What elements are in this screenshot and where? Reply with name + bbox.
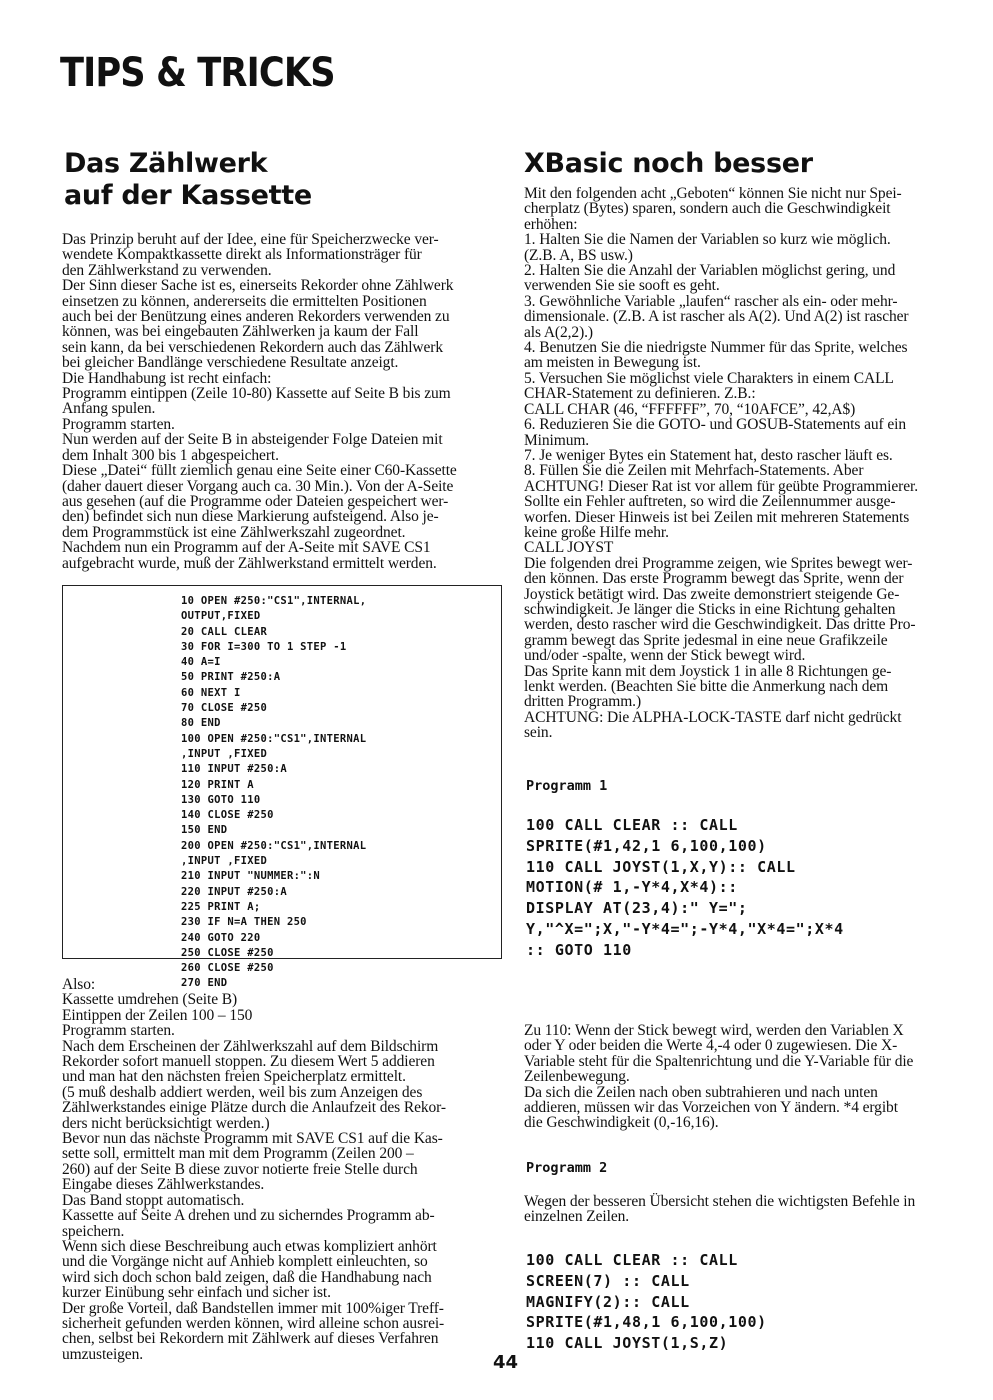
code-listing-box [62, 585, 502, 990]
page-number: 44 [493, 1352, 519, 1373]
program-2-label: Programm 2 [526, 1160, 608, 1176]
code-listing: 10 OPEN #250:"CS1",INTERNAL, OUTPUT,FIXED 20 CALL CLEAR 30 FOR I=300 TO 1 STEP -1 40 A=I 50 PRINT #250:A 60 NEXT I 70 CLOSE #250 80 END 100 OPEN #250:"CS1",INTERNAL ,INPUT ,FIXED 110 INPUT #250:A 120 PRINT A 130 GOTO 110 140 CLOSE #250 150 END 200 OPEN #250:"CS1",INTERNAL ,INPUT ,FIXED 210 INPUT "NUMMER:":N 220 INPUT #250:A 225 PRINT A; 230 IF N=A THEN 250 240 GOTO 220 250 CLOSE #250 260 CLOSE #250 270 END [181, 595, 367, 990]
article-heading-xbasic: XBasic noch besser [524, 148, 813, 179]
program-2-code: 100 CALL CLEAR :: CALL SCREEN(7) :: CALL MAGNIFY(2):: CALL SPRITE(#1,48,1 6,100,100) 110 CALL JOYST(1,S,Z) [526, 1251, 767, 1353]
article-intro-xbasic: Mit den folgenden acht „Geboten“ können Sie nicht nur Spei- cherplatz (Bytes) sparen, sondern auch die Geschwindigkeit erhöhen: 1. Halten Sie die Namen der Variablen so kurz wie möglich. (Z.B. A, BS usw.) 2. Halten Sie die Anzahl der Variablen möglichst gering, und verwenden Sie sie sooft es geht. 3. Gewöhnliche Variable „laufen“ rascher als ein- oder mehr- dimensionale. (Z.B. A ist rascher als A(2). Und A(2) ist rascher als A(2,2).) 4. Benutzen Sie die niedrigste Nummer für das Sprite, welches am meisten in Bewegung ist. 5. Versuchen Sie möglichst viele Charakters in einem CALL CHAR-Statement zu definieren. Z.B.: CALL CHAR (46, “FFFFFF”, 70, “10AFCE”, 42,A$) 6. Reduzieren Sie die GOTO- und GOSUB-Statements auf ein Minimum. 7. Je weniger Bytes ein Statement hat, desto rascher läuft es. 8. Füllen Sie die Zeilen mit Mehrfach-Statements. Aber ACHTUNG! Dieser Rat ist vor allem für geübte Programmierer. Sollte ein Fehler auftreten, so wird die Zeilennummer ausge- worfen. Dieser Hinweis ist bei Zeilen mit mehreren Statements keine große Hilfe mehr. CALL JOYST Die folgenden drei Programme zeigen, wie Sprites bewegt wer- den können. Das erste Programm bewegt das Sprite, wenn der Joystick betätigt wird. Das zweite demonstriert steigende Ge- schwindigkeit. Je länger die Sticks in eine Richtung gehalten werden, desto rascher wird die Geschwindigkeit. Das dritte Pro- gramm bewegt das Sprite jedesmal in eine neue Grafikzeile und/oder -spalte, wenn der Stick bewegt wird. Das Sprite kann mit dem Joystick 1 in alle 8 Richtungen ge- lenkt werden. (Beachten Sie bitte die Anmerkung nach dem dritten Programm.) ACHTUNG: Die ALPHA-LOCK-TASTE darf nicht gedrückt sein. [524, 185, 918, 742]
article-heading-zaehlwerk: Das Zählwerk auf der Kassette [64, 148, 312, 211]
program-1-text: Zu 110: Wenn der Stick bewegt wird, werden den Variablen X oder Y oder beiden die Werte 4,-4 oder 0 zugewiesen. Die X- Variable steht für die Spaltenrichtung und die Y-Variable für die Zeilenbewegung. Da sich die Zeilen nach oben subtrahieren und nach unten addieren, müssen wir das Vorzeichen von Y ändern. *4 ergibt die Geschwindigkeit (0,-16,16). [524, 1022, 914, 1132]
left-column-continued [62, 977, 502, 1362]
program-1-explanation [524, 1023, 944, 1131]
program-1-label: Programm 1 [526, 778, 608, 794]
article-intro-zaehlwerk: Das Prinzip beruht auf der Idee, eine für Speicherzwecke ver- wendete Kompaktkassette direkt als Informationsträger für den Zählwerkstand zu verwenden. Der Sinn dieser Sache ist es, einerseits Rekorder ohne Zählwerk einsetzen zu können, andererseits die ermittelten Positionen auch bei der Benützung eines anderen Rekorders verwenden zu können, was bei eingebauten Zählwerken ja kaum der Fall sein kann, da bei verschiedenen Rekordern auch das Zählwerk bei gleicher Bandlänge verschiedene Resultate anzeigt. Die Handhabung ist recht einfach: Programm eintippen (Zeile 10-80) Kassette auf Seite B bis zum Anfang spulen. Programm starten. Nun werden auf der Seite B in absteigender Folge Dateien mit dem Inhalt 300 bis 1 abgespeichert. Diese „Datei“ füllt ziemlich genau eine Seite einer C60-Kassette (daher dauert dieser Vorgang auch ca. 30 Min.). Von der A-Seite aus gesehen (auf die Programme oder Dateien gespeichert wer- den) befindet sich nun diese Markierung aufsteigend. Also je- dem Programmstück ist eine Zählwerkszahl zugeordnet. Nachdem nun ein Programm auf der A-Seite mit SAVE CS1 aufgebracht wurde, muß der Zählwerkstand ermittelt werden. [62, 231, 457, 572]
section-title: TIPS & TRICKS [60, 50, 335, 96]
program-2-explanation [524, 1194, 944, 1225]
program-2-text: Wegen der besseren Übersicht stehen die wichtigsten Befehle in einzelnen Zeilen. [524, 1193, 916, 1226]
program-1-code: 100 CALL CLEAR :: CALL SPRITE(#1,42,1 6,100,100) 110 CALL JOYST(1,X,Y):: CALL MOTION(# 1,-Y*4,X*4):: DISPLAY AT(23,4):" Y="; Y,"^X=";X,"-Y*4=";-Y*4,"X*4=";X*4 :: GOTO 110 [526, 816, 844, 959]
right-column [524, 148, 944, 741]
left-column [62, 148, 502, 571]
article-body-zaehlwerk: Also: Kassette umdrehen (Seite B) Eintippen der Zeilen 100 – 150 Programm starten. Nach dem Erscheinen der Zählwerkszahl auf dem Bildschirm Rekorder sofort manuell stoppen. Zu diesem Wert 5 addieren und man hat den nächsten freien Speicherplatz ermittelt. (5 muß deshalb addiert werden, weil bis zum Anzeigen des Zählwerkstandes einige Plätze durch die Anlaufzeit des Rekor- ders nicht berücksichtigt werden.) Bevor nun das nächste Programm mit SAVE CS1 auf die Kas- sette soll, ermittelt man mit dem Programm (Zeilen 200 – 260) auf der Seite B diese zuvor notierte freie Stelle durch Eingabe dieses Zählwerkstandes. Das Band stoppt automatisch. Kassette auf Seite A drehen und zu sicherndes Programm ab- speichern. Wenn sich diese Beschreibung auch etwas kompliziert anhört und die Vorgänge nicht auf Anhieb komplett einleuchten, so wird sich doch schon bald zeigen, daß die Handhabung nach kurzer Einübung sehr einfach und sicher ist. Der große Vorteil, daß Bandstellen immer mit 100%iger Treff- sicherheit gefunden werden können, wird alleine schon ausrei- chen, selbst bei Rekordern mit Zählwerk auf dieses Verfahren umzusteigen. [62, 976, 446, 1363]
